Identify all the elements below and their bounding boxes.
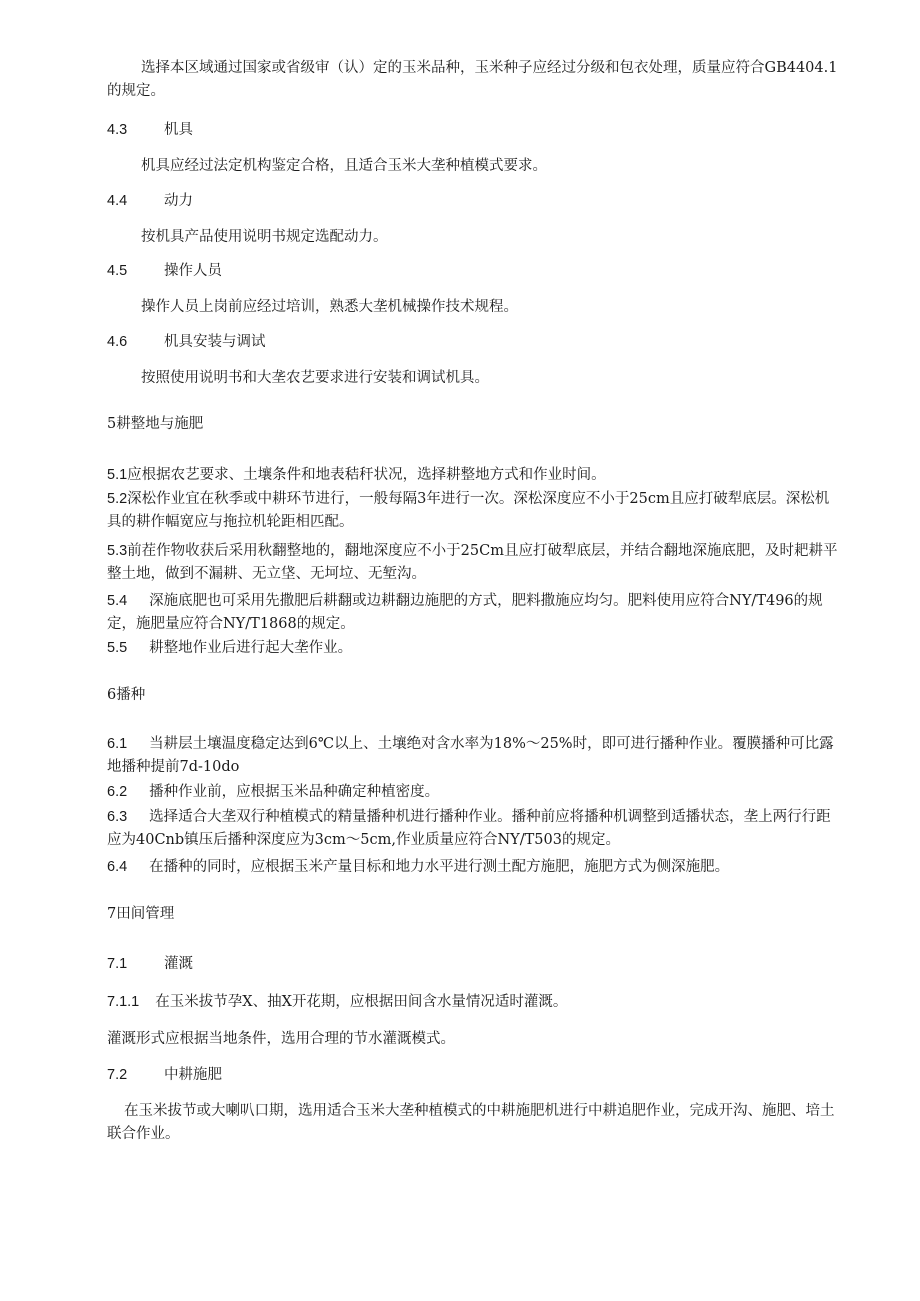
heading-7-2: 7.2 中耕施肥 — [107, 1067, 222, 1083]
clause-6-3: 6.3 选择适合大垄双行种植模式的精量播种机进行播种作业。播种前应将播种机调整到适播状态，垄上两行行距应为40Cnb镇压后播种深度应为3cm～5cm,作业质量应符合NY/T503的规定。 — [107, 809, 831, 848]
clause-5-3: 5.3前茬作物收获后采用秋翻整地的，翻地深度应不小于25Cm且应打破犁底层，并结合翻地深施底肥，及时耙耕平整土地，做到不漏耕、无立垡、无坷垃、无堑沟。 — [107, 543, 838, 582]
clause-6-1: 6.1 当耕层土壤温度稳定达到6℃以上、土壤绝对含水率为18%～25%时，即可进行播种作业。覆膜播种可比露地播种提前7d-10do — [107, 736, 834, 775]
section-6-heading: 6播种 — [107, 687, 146, 703]
paragraph-4-5: 操作人员上岗前应经过培训，熟悉大垄机械操作技术规程。 — [141, 299, 518, 315]
clause-5-2: 5.2深松作业宜在秋季或中耕环节进行，一般每隔3年进行一次。深松深度应不小于25cm且应打破犁底层。深松机具的耕作幅宽应与拖拉机轮距相匹配。 — [107, 491, 830, 530]
section-7-heading: 7田间管理 — [107, 906, 175, 922]
heading-4-5: 4.5 操作人员 — [107, 263, 222, 279]
heading-4-3: 4.3 机具 — [107, 122, 193, 138]
paragraph-4-3: 机具应经过法定机构鉴定合格，且适合玉米大垄种植模式要求。 — [141, 158, 547, 174]
heading-4-4: 4.4 动力 — [107, 193, 193, 209]
clause-5-1: 5.1应根据农艺要求、土壤条件和地表秸秆状况，选择耕整地方式和作业时间。 — [107, 467, 606, 483]
heading-4-6: 4.6 机具安装与调试 — [107, 334, 266, 350]
clause-5-5: 5.5 耕整地作业后进行起大垄作业。 — [107, 640, 353, 656]
clause-5-4: 5.4 深施底肥也可采用先撒肥后耕翻或边耕翻边施肥的方式，肥料撒施应均匀。肥料使用应符合NY/T496的规定，施肥量应符合NY/T1868的规定。 — [107, 593, 823, 632]
paragraph-4-6: 按照使用说明书和大垄农艺要求进行安装和调试机具。 — [141, 370, 489, 386]
paragraph-4-4: 按机具产品使用说明书规定选配动力。 — [141, 229, 388, 245]
clause-7-1-1: 7.1.1 在玉米拔节孕X、抽X开花期，应根据田间含水量情况适时灌溉。 — [107, 994, 568, 1010]
paragraph-irrigation-mode: 灌溉形式应根据当地条件，选用合理的节水灌溉模式。 — [107, 1031, 455, 1047]
paragraph-7-2: 在玉米拔节或大喇叭口期，选用适合玉米大垄种植模式的中耕施肥机进行中耕追肥作业，完成开沟、施肥、培土联合作业。 — [107, 1103, 835, 1142]
clause-6-2: 6.2 播种作业前，应根据玉米品种确定种植密度。 — [107, 784, 440, 800]
clause-6-4: 6.4 在播种的同时，应根据玉米产量目标和地力水平进行测土配方施肥，施肥方式为侧深施肥。 — [107, 859, 730, 875]
heading-7-1: 7.1 灌溉 — [107, 956, 193, 972]
paragraph-seed-variety: 选择本区域通过国家或省级审（认）定的玉米品种，玉米种子应经过分级和包衣处理，质量应符合GB4404.1的规定。 — [107, 60, 838, 99]
section-5-heading: 5耕整地与施肥 — [107, 416, 204, 432]
